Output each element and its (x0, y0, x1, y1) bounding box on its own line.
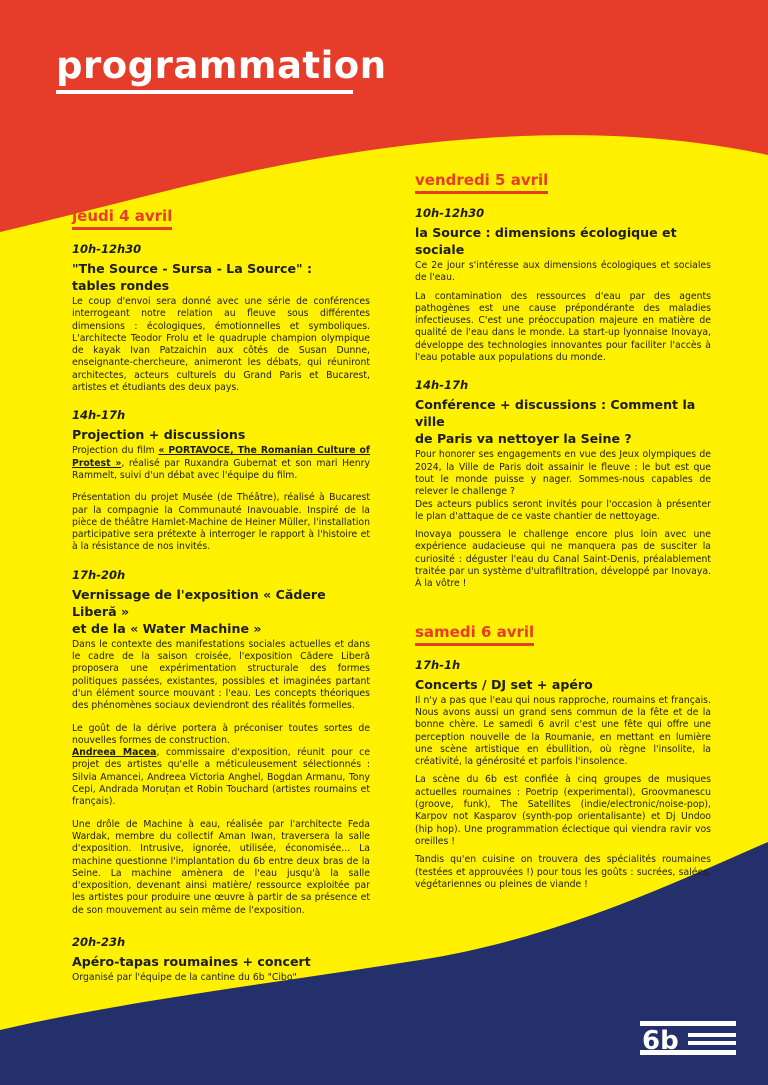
6b-logo (640, 1019, 736, 1057)
event-description: Le coup d'envoi sera donné avec une série de conférences interrogeant notre relation au fleuve sous différentes dimensions : écologiques, émotionnelles et symboliques. L'architecte Teodor Frolu et le quadruple champion olympique de kayak Ivan Patzaichin aux côtés de Susan Dunne, enseignante-chercheure, animeront les débats, qui réuniront architectes, acteurs culturels du Grand Paris et Bucarest, artistes et étudiants des deux pays. (72, 296, 370, 394)
event-description: Ce 2e jour s'intéresse aux dimensions écologiques et sociales de l'eau. (415, 260, 711, 284)
day-heading-vendredi: vendredi 5 avril (415, 171, 548, 194)
right-column (415, 170, 711, 905)
event-description: Pour honorer ses engagements en vue des Jeux olympiques de 2024, la Ville de Paris doit assainir le fleuve : le but est que tout le monde puisse y nager. Sommes-nous capables de relever le challenge ? (415, 449, 711, 498)
event-vernissage (72, 568, 370, 917)
text-segment: Projection du film (72, 445, 159, 457)
event-time: 20h-23h (72, 934, 126, 949)
page-title: programmation (56, 44, 387, 87)
event-concerts (415, 658, 711, 891)
event-description: La contamination des ressources d'eau par des agents pathogènes est une cause prépondérante des maladies infectieuses. C'est une préoccupation majeure en matière de qualité de l'eau dans le monde. La start-up lyonnaise Inovaya, développe des technologies innovantes pour faciliter l'accès à l'eau potable aux populations du monde. (415, 290, 711, 364)
event-seine-conference (415, 378, 711, 590)
day-heading-samedi: samedi 6 avril (415, 623, 534, 646)
event-title: Projection + discussions (72, 427, 246, 443)
event-time: 10h-12h30 (415, 206, 485, 220)
event-title-line1: "The Source - Sursa - La Source" : (72, 261, 312, 276)
day-heading-jeudi: jeudi 4 avril (72, 207, 172, 230)
event-description: Des acteurs publics seront invités pour l'occasion à présenter le plan d'attaque de ce vaste chantier de nettoyage. (415, 498, 711, 522)
event-title (415, 396, 711, 447)
event-description: Il n'y a pas que l'eau qui nous rapproche, roumains et français. Nous avons aussi un grand sens commun de la fête et de la bonne chère. Le samedi 6 avril c'est une fête qui offre une perception nouvelle de la Roumanie, en mettant en lumière une scène artistique en ébullition, où règne l'insolite, la créativité, la générosité et parfois l'insolence. (415, 694, 711, 768)
text-segment: Le goût de la dérive portera à préconiser toutes sortes de nouvelles formes de construction. (72, 722, 370, 746)
logo-text: 6b (642, 1026, 679, 1056)
event-description: Inovaya poussera le challenge encore plus loin avec une expérience audacieuse qui ne manquera pas de susciter la curiosité : déguster l'eau du Canal Saint-Denis, préalablement traitée par un système d'ultrafiltration, développé par Inovaya. À la vôtre ! (415, 529, 711, 590)
text-segment: , commissaire d'exposition, réunit pour ce projet des artistes qu'elle a méticuleusement sélectionnés : Silvia Amancei, Andreea Victoria Anghel, Bogdan Armanu, Tony Cepi, Andrada Moruțan et Robin Touchard (artistes roumains et français). (72, 747, 371, 808)
film-title-link[interactable]: « PORTAVOCE, The Romanian Culture of Protest » (72, 445, 370, 469)
event-title: Apéro-tapas roumaines + concert (72, 953, 311, 969)
event-title-line1: Conférence + discussions : Comment la ville (415, 397, 696, 430)
event-description: Dans le contexte des manifestations sociales actuelles et dans le cadre de la saison croisée, l'exposition Cădere Liberă proposera une expérimentation structurale des formes politiques passées, existantes, possibles et imaginées partant d'un élément source mouvant : l'eau. Les concepts théoriques des phénomènes sociaux deviendront des réalités formelles. (72, 638, 370, 712)
event-description: Organisé par l'équipe de la cantine du 6b "Cibo" (72, 971, 297, 983)
event-time: 10h-12h30 (72, 242, 142, 256)
event-title: la Source : dimensions écologique et sociale (415, 225, 677, 257)
event-title-line2: et de la « Water Machine » (72, 620, 262, 636)
event-description: Présentation du projet Musée (de Théâtre), réalisé à Bucarest par la compagnie la Communauté Inavouable. Inspiré de la pièce de théâtre Hamlet-Machine de Heiner Müller, l'installation participative sera prétexte à interroger le rapport à l'histoire et à la résistance de nos invités. (72, 492, 370, 553)
event-title-line1: Vernissage de l'exposition « Cădere Liberă » (72, 586, 326, 619)
event-time: 14h-17h (415, 378, 469, 393)
event-title-line2: tables rondes (72, 278, 170, 293)
event-source-ecology (415, 206, 711, 364)
curator-link[interactable]: Andreea Macea (72, 747, 157, 759)
event-title (72, 586, 370, 637)
event-description: Une drôle de Machine à eau, réalisée par l'architecte Feda Wardak, membre du collectif Aman Iwan, traversera la salle d'exposition. Intrusive, ignorée, utilisée, économisée... La machine questionne l'implantation du 6b entre deux bras de la Seine. La machine amènera de l'eau jusqu'à la salle d'exposition, devenant ainsi matière/ ressource exploitée par les artistes pour produire une œuvre à partir de sa présence et de son mouvement au sein même de l'exposition. (72, 818, 370, 916)
left-column (72, 206, 370, 998)
text-segment: , réalisé par Ruxandra Gubernat et son mari Henry Rammelt, suivi d'un débat avec l'équipe du film. (72, 457, 370, 481)
event-time: 17h-1h (415, 657, 461, 672)
event-projection (72, 408, 370, 553)
event-title: Concerts / DJ set + apéro (415, 676, 593, 692)
event-title (72, 260, 370, 294)
event-description (72, 723, 370, 809)
event-description: Tandis qu'en cuisine on trouvera des spécialités roumaines (testées et approuvées !) pour tous les goûts : sucrées, salées, végétariennes ou pleines de viande ! (415, 854, 711, 890)
event-apero-tapas (72, 935, 370, 984)
event-time: 17h-20h (72, 567, 126, 582)
event-description (72, 445, 370, 482)
title-underline (56, 90, 353, 94)
event-title-line2: de Paris va nettoyer la Seine ? (415, 431, 632, 447)
event-description: La scène du 6b est confiée à cinq groupes de musiques actuelles roumaines : Poetrip (experimental), Groovmanescu (groove, funk), The Satellites (indie/electronic/noise-pop), Karpov not Kasparov (synth-pop orientalisante) et Dj Undoo (hip hop). Une programmation éclectique qui viendra ravir vos oreilles ! (415, 774, 711, 847)
event-source-roundtables (72, 242, 370, 394)
event-time: 14h-17h (72, 408, 126, 423)
